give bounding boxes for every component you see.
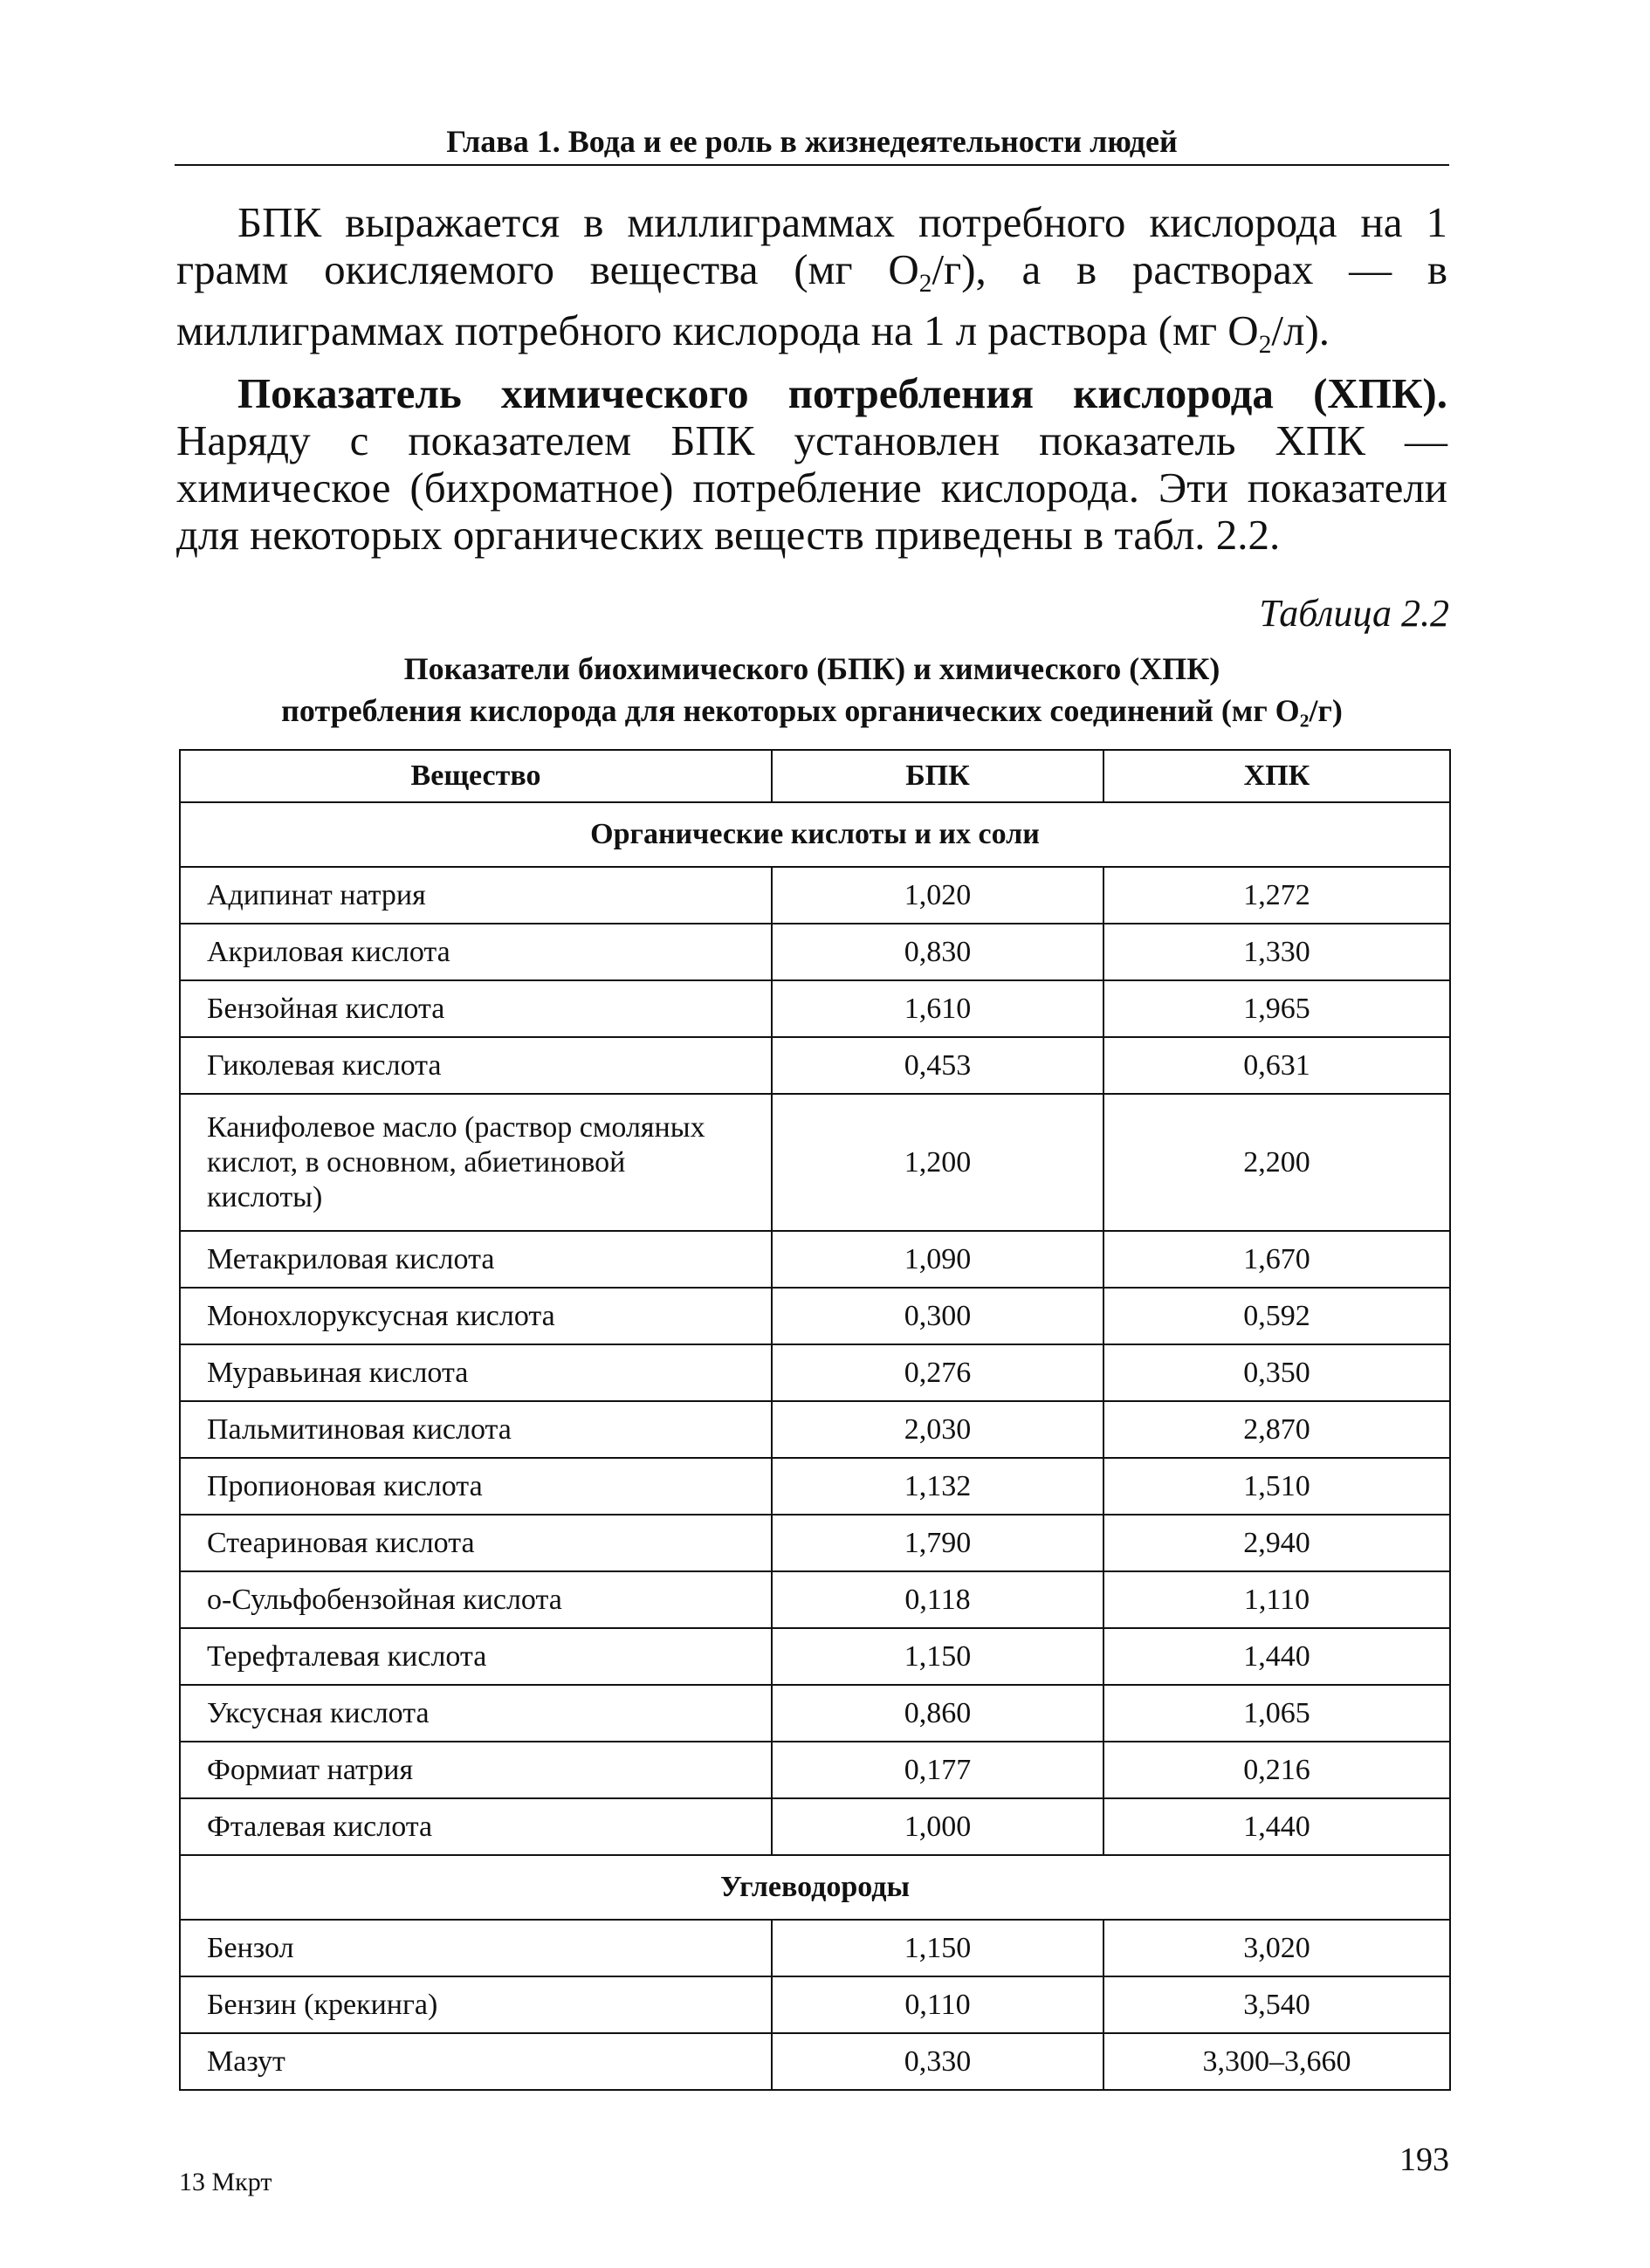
table-section-row [180, 802, 1450, 867]
table-row [180, 1288, 1450, 1344]
cell-bpk: 1,020 [772, 867, 1103, 924]
cell-bpk: 0,110 [772, 1976, 1103, 2033]
cell-substance: о-Сульфобензойная кислота [180, 1571, 772, 1628]
cell-hpk: 0,592 [1103, 1288, 1450, 1344]
cell-hpk: 1,440 [1103, 1628, 1450, 1685]
section-heading-acids: Органические кислоты и их соли [180, 802, 1450, 867]
paragraph-bpk-text-2: /г), а в растворах — в миллиграммах потребного кислорода на 1 л раствора (мг O [176, 245, 1447, 354]
table-row [180, 1231, 1450, 1288]
cell-substance: Пропионовая кислота [180, 1458, 772, 1515]
cell-substance: Монохлоруксусная кислота [180, 1288, 772, 1344]
cell-hpk: 1,440 [1103, 1798, 1450, 1855]
cell-substance: Уксусная кислота [180, 1685, 772, 1742]
table-title-line-2-text: потребления кислорода для некоторых органических соединений (мг O [281, 693, 1300, 728]
cell-hpk: 2,870 [1103, 1401, 1450, 1458]
cell-substance: Терефталевая кислота [180, 1628, 772, 1685]
cell-bpk: 0,860 [772, 1685, 1103, 1742]
subscript-2: 2 [1299, 710, 1310, 732]
cell-substance: Пальмитиновая кислота [180, 1401, 772, 1458]
cell-hpk: 1,110 [1103, 1571, 1450, 1628]
cell-hpk: 0,631 [1103, 1037, 1450, 1094]
cell-bpk: 1,610 [772, 980, 1103, 1037]
paragraph-bpk-text-3: /л). [1271, 306, 1330, 354]
cell-bpk: 1,790 [772, 1515, 1103, 1571]
cell-hpk: 0,350 [1103, 1344, 1450, 1401]
column-header-bpk: БПК [772, 750, 1103, 802]
table-row [180, 1515, 1450, 1571]
cell-hpk: 1,272 [1103, 867, 1450, 924]
column-header-hpk: ХПК [1103, 750, 1450, 802]
cell-bpk: 0,276 [772, 1344, 1103, 1401]
cell-substance: Метакриловая кислота [180, 1231, 772, 1288]
table-row [180, 1742, 1450, 1798]
cell-bpk: 1,000 [772, 1798, 1103, 1855]
cell-substance: Фталевая кислота [180, 1798, 772, 1855]
cell-bpk: 0,300 [772, 1288, 1103, 1344]
table-row [180, 867, 1450, 924]
paragraph-bpk [176, 199, 1447, 368]
table-row [180, 1976, 1450, 2033]
table-row [180, 1344, 1450, 1401]
section-heading-hydrocarbons: Углеводороды [180, 1855, 1450, 1920]
table-title [175, 648, 1449, 741]
cell-substance: Канифолевое масло (раствор смоляных кислот, в основном, абиетиновой кислоты) [180, 1094, 772, 1231]
cell-hpk: 3,020 [1103, 1920, 1450, 1976]
body-text [176, 199, 1447, 559]
cell-substance: Формиат натрия [180, 1742, 772, 1798]
cell-substance: Бензин (крекинга) [180, 1976, 772, 2033]
cell-substance: Бензол [180, 1920, 772, 1976]
table-row [180, 1798, 1450, 1855]
table-title-line-2 [175, 690, 1449, 741]
cell-substance: Бензойная кислота [180, 980, 772, 1037]
cell-bpk: 1,150 [772, 1628, 1103, 1685]
cell-hpk: 2,200 [1103, 1094, 1450, 1231]
cell-substance: Акриловая кислота [180, 924, 772, 980]
table-row [180, 2033, 1450, 2090]
table-row [180, 924, 1450, 980]
printer-signature: 13 Мкрт [179, 2168, 272, 2196]
table-row [180, 1685, 1450, 1742]
paragraph-bpk-text-1: БПК выражается в миллиграммах потребного кислорода на 1 грамм окисляемого вещества (мг O [176, 198, 1447, 293]
cell-hpk: 1,510 [1103, 1458, 1450, 1515]
table-row [180, 1458, 1450, 1515]
subscript-2: 2 [1258, 330, 1272, 359]
cell-substance: Мазут [180, 2033, 772, 2090]
table-header-row [180, 750, 1450, 802]
paragraph-hpk-text: Наряду с показателем БПК установлен показатель ХПК — химическое (бихроматное) потребление кислорода. Эти показатели для некоторых органических веществ приведены в табл. 2.2. [176, 416, 1447, 559]
table-row [180, 980, 1450, 1037]
table-row [180, 1920, 1450, 1976]
page-number: 193 [1399, 2141, 1449, 2178]
table-row [180, 1094, 1450, 1231]
cell-bpk: 0,177 [772, 1742, 1103, 1798]
table-title-line-1: Показатели биохимического (БПК) и химического (ХПК) [403, 651, 1220, 686]
cell-hpk: 2,940 [1103, 1515, 1450, 1571]
cell-hpk: 3,540 [1103, 1976, 1450, 2033]
cell-bpk: 0,118 [772, 1571, 1103, 1628]
cell-hpk: 1,065 [1103, 1685, 1450, 1742]
data-table [179, 749, 1451, 2091]
paragraph-hpk [176, 370, 1447, 559]
column-header-substance: Вещество [180, 750, 772, 802]
cell-bpk: 0,330 [772, 2033, 1103, 2090]
table-row [180, 1628, 1450, 1685]
cell-hpk: 1,965 [1103, 980, 1450, 1037]
cell-substance: Муравьиная кислота [180, 1344, 772, 1401]
table-row [180, 1571, 1450, 1628]
cell-bpk: 1,132 [772, 1458, 1103, 1515]
cell-bpk: 1,090 [772, 1231, 1103, 1288]
cell-bpk: 0,453 [772, 1037, 1103, 1094]
table-title-line-2-unit: /г) [1309, 693, 1343, 728]
cell-bpk: 2,030 [772, 1401, 1103, 1458]
cell-substance: Адипинат натрия [180, 867, 772, 924]
cell-hpk: 1,670 [1103, 1231, 1450, 1288]
table-section-row [180, 1855, 1450, 1920]
table-label: Таблица 2.2 [1259, 592, 1449, 635]
running-head-rule [175, 164, 1449, 166]
paragraph-hpk-heading: Показатель химического потребления кислорода (ХПК). [237, 368, 1447, 417]
cell-bpk: 1,150 [772, 1920, 1103, 1976]
table-row [180, 1401, 1450, 1458]
cell-bpk: 1,200 [772, 1094, 1103, 1231]
table-row [180, 1037, 1450, 1094]
cell-hpk: 1,330 [1103, 924, 1450, 980]
subscript-2: 2 [918, 269, 932, 298]
cell-hpk: 3,300–3,660 [1103, 2033, 1450, 2090]
cell-hpk: 0,216 [1103, 1742, 1450, 1798]
cell-bpk: 0,830 [772, 924, 1103, 980]
cell-substance: Стеариновая кислота [180, 1515, 772, 1571]
cell-substance: Гиколевая кислота [180, 1037, 772, 1094]
running-head: Глава 1. Вода и ее роль в жизнедеятельности людей [446, 124, 1178, 159]
